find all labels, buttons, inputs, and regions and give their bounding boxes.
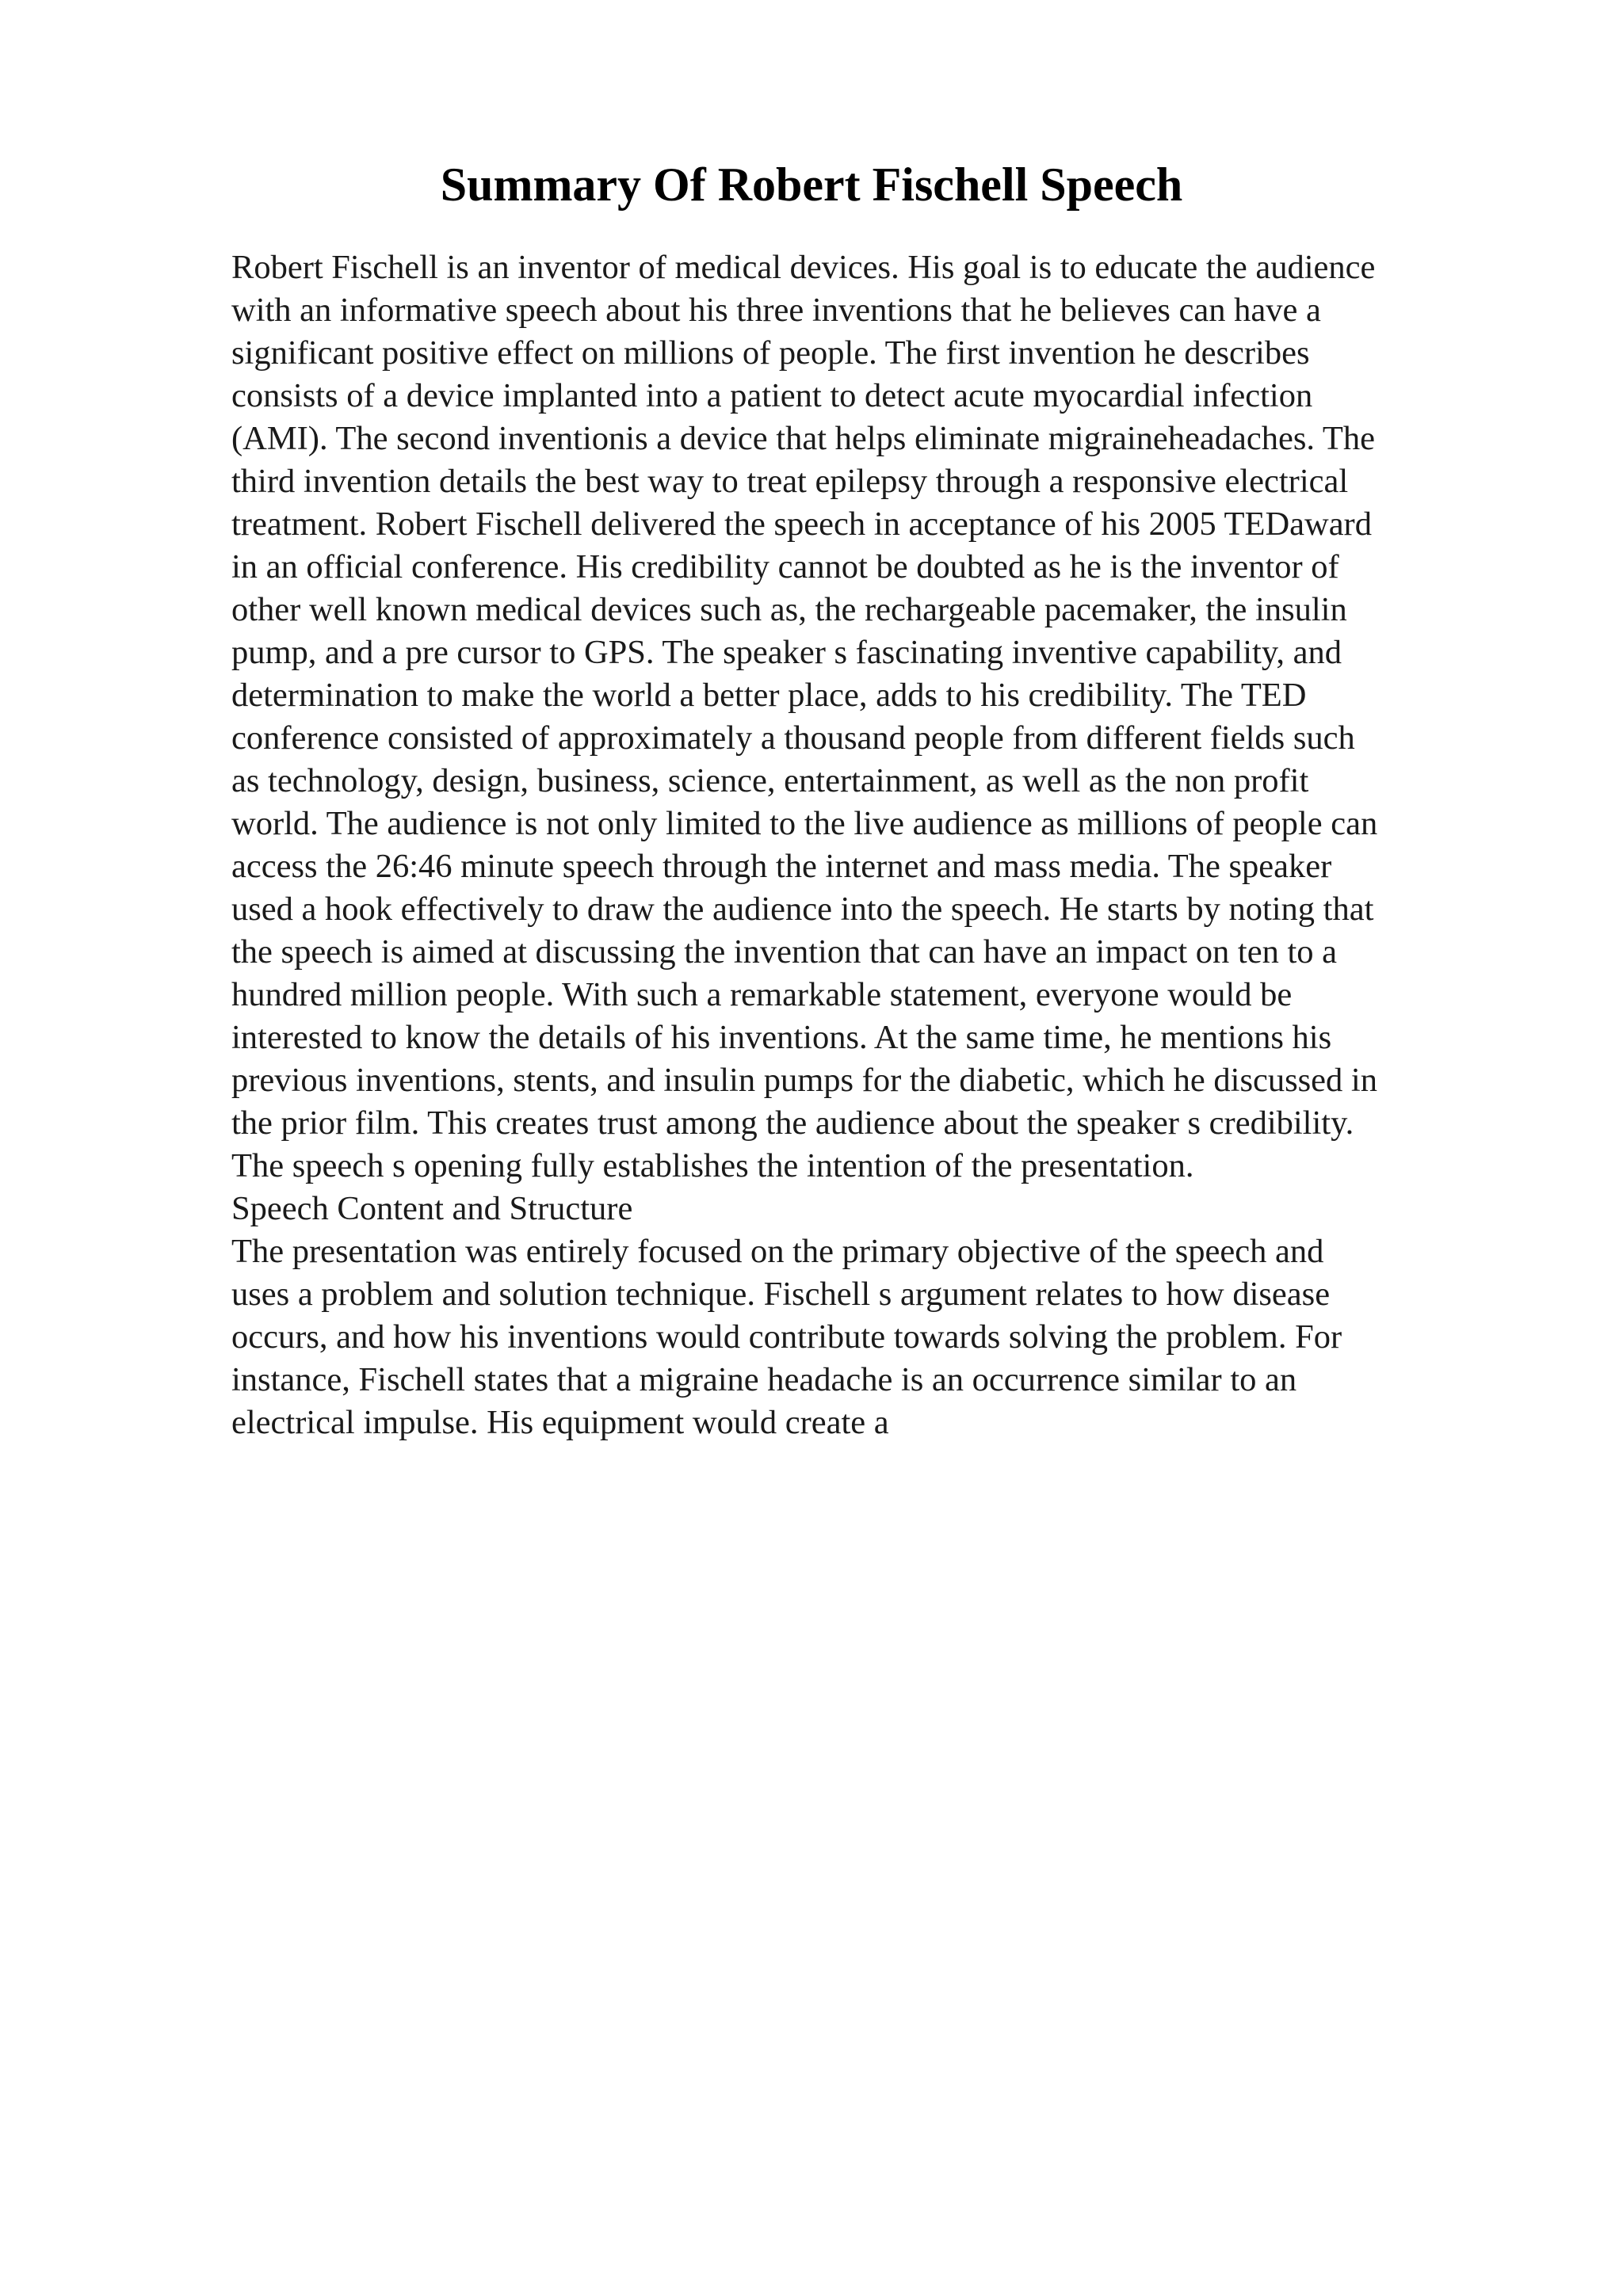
body-line: occurs, and how his inventions would contribute towards solving the problem. For [231,1318,1342,1356]
body-line: previous inventions, stents, and insulin pumps for the diabetic, which he discussed in [231,1062,1377,1099]
body-line: treatment. Robert Fischell delivered the speech in acceptance of his 2005 TEDaward [231,505,1372,543]
body-line: used a hook effectively to draw the audience into the speech. He starts by noting that [231,891,1374,928]
body-line: uses a problem and solution technique. Fischell s argument relates to how disease [231,1276,1331,1313]
body-line: interested to know the details of his inventions. At the same time, he mentions his [231,1019,1332,1056]
body-line: electrical impulse. His equipment would create a [231,1404,889,1441]
body-line: Speech Content and Structure [231,1190,633,1227]
document-body [231,246,1499,1444]
body-line: significant positive effect on millions of people. The first invention he describes [231,334,1310,372]
body-line: access the 26:46 minute speech through the internet and mass media. The speaker [231,848,1332,885]
body-line: (AMI). The second inventionis a device that helps eliminate migraineheadaches. The [231,420,1375,457]
body-line: conference consisted of approximately a thousand people from different fields such [231,719,1355,757]
body-line: third invention details the best way to treat epilepsy through a responsive electrical [231,463,1349,500]
body-line: world. The audience is not only limited to the live audience as millions of people can [231,805,1378,842]
body-line: as technology, design, business, science, entertainment, as well as the non profit [231,762,1309,799]
body-line: hundred million people. With such a remarkable statement, everyone would be [231,976,1293,1013]
body-line: The speech s opening fully establishes the intention of the presentation. [231,1147,1194,1184]
body-line: The presentation was entirely focused on the primary objective of the speech and [231,1233,1324,1270]
body-line: Robert Fischell is an inventor of medical devices. His goal is to educate the audience [231,249,1376,286]
body-line: pump, and a pre cursor to GPS. The speaker s fascinating inventive capability, and [231,634,1342,671]
body-line: with an informative speech about his three inventions that he believes can have a [231,292,1321,329]
document-title: Summary Of Robert Fischell Speech [440,158,1183,211]
body-line: other well known medical devices such as, the rechargeable pacemaker, the insulin [231,591,1347,628]
body-line: in an official conference. His credibility cannot be doubted as he is the inventor of [231,548,1339,585]
body-line: determination to make the world a better place, adds to his credibility. The TED [231,677,1307,714]
body-line: consists of a device implanted into a patient to detect acute myocardial infection [231,377,1313,414]
body-line: instance, Fischell states that a migraine headache is an occurrence similar to an [231,1361,1297,1398]
body-line: the speech is aimed at discussing the invention that can have an impact on ten to a [231,933,1338,971]
body-line: the prior film. This creates trust among the audience about the speaker s credibility. [231,1104,1354,1142]
